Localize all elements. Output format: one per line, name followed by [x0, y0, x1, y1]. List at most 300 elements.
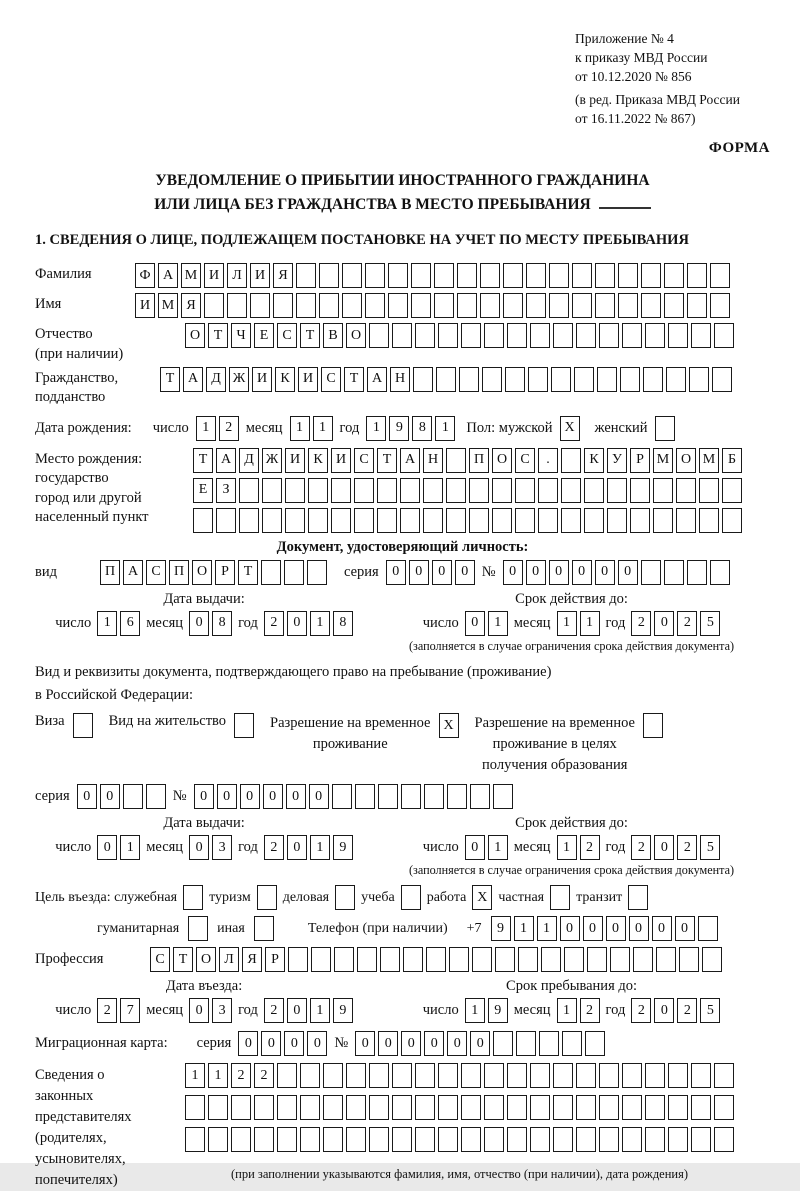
cell[interactable] [702, 947, 722, 972]
citizenship-cells[interactable] [160, 367, 732, 392]
cell[interactable] [641, 293, 661, 318]
cell[interactable] [698, 916, 718, 941]
cell[interactable] [331, 478, 351, 503]
cell[interactable] [411, 263, 431, 288]
cell[interactable] [668, 323, 688, 348]
cell[interactable] [641, 263, 661, 288]
cell[interactable]: 0 [465, 611, 485, 636]
cell[interactable] [687, 293, 707, 318]
cell[interactable]: Н [423, 448, 443, 473]
cell[interactable]: И [285, 448, 305, 473]
cell[interactable] [335, 885, 355, 910]
cell[interactable] [484, 323, 504, 348]
cell[interactable] [653, 478, 673, 503]
cell[interactable] [664, 263, 684, 288]
cell[interactable] [576, 1063, 596, 1088]
cell[interactable]: 1 [557, 611, 577, 636]
cell[interactable] [549, 293, 569, 318]
doc-number-cells[interactable] [503, 560, 730, 585]
cell[interactable]: С [146, 560, 166, 585]
cell[interactable] [403, 947, 423, 972]
stay-day-cells[interactable] [465, 998, 508, 1023]
cell[interactable] [461, 1095, 481, 1120]
cell[interactable]: 8 [212, 611, 232, 636]
purpose-work-checkbox[interactable] [472, 885, 492, 910]
cell[interactable] [576, 323, 596, 348]
cell[interactable]: 1 [185, 1063, 205, 1088]
cell[interactable] [599, 323, 619, 348]
cell[interactable] [401, 885, 421, 910]
cell[interactable]: П [169, 560, 189, 585]
cell[interactable] [530, 1095, 550, 1120]
cell[interactable] [257, 885, 277, 910]
cell[interactable] [561, 478, 581, 503]
cell[interactable] [722, 508, 742, 533]
cell[interactable]: Ч [231, 323, 251, 348]
cell[interactable] [231, 1127, 251, 1152]
cell[interactable]: 0 [465, 835, 485, 860]
cell[interactable] [622, 1063, 642, 1088]
cell[interactable] [641, 560, 661, 585]
cell[interactable]: 0 [286, 784, 306, 809]
cell[interactable]: З [216, 478, 236, 503]
cell[interactable] [595, 293, 615, 318]
cell[interactable] [507, 323, 527, 348]
cell[interactable]: 1 [488, 835, 508, 860]
cell[interactable] [262, 508, 282, 533]
cell[interactable] [346, 1095, 366, 1120]
cell[interactable] [599, 1127, 619, 1152]
cell[interactable] [461, 323, 481, 348]
cell[interactable]: А [400, 448, 420, 473]
cell[interactable]: 1 [488, 611, 508, 636]
cell[interactable] [250, 293, 270, 318]
cell[interactable]: 0 [240, 784, 260, 809]
mig-series-cells[interactable] [238, 1031, 327, 1056]
cell[interactable] [572, 263, 592, 288]
cell[interactable]: 0 [189, 998, 209, 1023]
temp-residence-checkbox[interactable] [439, 713, 459, 738]
cell[interactable] [653, 508, 673, 533]
cell[interactable]: 0 [217, 784, 237, 809]
doc-issue-year-cells[interactable] [264, 611, 353, 636]
cell[interactable] [123, 784, 143, 809]
cell[interactable] [438, 323, 458, 348]
entry-day-cells[interactable] [97, 998, 140, 1023]
cell[interactable]: 1 [208, 1063, 228, 1088]
cell[interactable] [146, 784, 166, 809]
cell[interactable] [261, 560, 281, 585]
cell[interactable] [691, 1063, 711, 1088]
cell[interactable]: 1 [310, 998, 330, 1023]
cell[interactable]: К [308, 448, 328, 473]
cell[interactable]: 1 [557, 835, 577, 860]
cell[interactable]: 2 [631, 998, 651, 1023]
cell[interactable] [482, 367, 502, 392]
cell[interactable] [73, 713, 93, 738]
cell[interactable]: М [181, 263, 201, 288]
cell[interactable] [710, 293, 730, 318]
cell[interactable]: 9 [333, 835, 353, 860]
cell[interactable]: А [216, 448, 236, 473]
cell[interactable] [469, 508, 489, 533]
cell[interactable] [561, 448, 581, 473]
cell[interactable] [699, 478, 719, 503]
cell[interactable] [664, 293, 684, 318]
cell[interactable] [234, 713, 254, 738]
cell[interactable]: 0 [583, 916, 603, 941]
cell[interactable]: 5 [700, 835, 720, 860]
cell[interactable] [300, 1127, 320, 1152]
cell[interactable] [426, 947, 446, 972]
cell[interactable] [354, 508, 374, 533]
cell[interactable]: Е [193, 478, 213, 503]
cell[interactable]: 9 [491, 916, 511, 941]
cell[interactable] [470, 784, 490, 809]
cell[interactable]: 2 [677, 835, 697, 860]
cell[interactable] [400, 508, 420, 533]
cell[interactable] [308, 508, 328, 533]
cell[interactable]: С [277, 323, 297, 348]
cell[interactable] [254, 916, 274, 941]
cell[interactable]: 3 [212, 835, 232, 860]
cell[interactable] [595, 263, 615, 288]
cell[interactable] [576, 1127, 596, 1152]
cell[interactable] [188, 916, 208, 941]
cell[interactable] [664, 560, 684, 585]
cell[interactable] [714, 1063, 734, 1088]
res-valid-day-cells[interactable] [465, 835, 508, 860]
cell[interactable]: 1 [310, 835, 330, 860]
cell[interactable] [204, 293, 224, 318]
cell[interactable] [424, 784, 444, 809]
cell[interactable] [492, 478, 512, 503]
cell[interactable] [584, 508, 604, 533]
cell[interactable]: Л [227, 263, 247, 288]
cell[interactable] [493, 784, 513, 809]
cell[interactable] [620, 367, 640, 392]
cell[interactable]: 0 [629, 916, 649, 941]
cell[interactable] [300, 1095, 320, 1120]
cell[interactable] [484, 1095, 504, 1120]
cell[interactable]: Т [377, 448, 397, 473]
cell[interactable] [296, 263, 316, 288]
cell[interactable] [277, 1127, 297, 1152]
cell[interactable] [564, 947, 584, 972]
cell[interactable]: 1 [557, 998, 577, 1023]
res-issue-month-cells[interactable] [189, 835, 232, 860]
residence-permit-checkbox[interactable] [234, 713, 254, 738]
cell[interactable] [369, 1063, 389, 1088]
cell[interactable] [346, 1063, 366, 1088]
cell[interactable]: 1 [97, 611, 117, 636]
cell[interactable] [714, 1127, 734, 1152]
cell[interactable]: 0 [424, 1031, 444, 1056]
cell[interactable] [449, 947, 469, 972]
cell[interactable] [392, 1095, 412, 1120]
birth-place-cells-1[interactable] [193, 448, 742, 473]
cell[interactable]: 2 [254, 1063, 274, 1088]
cell[interactable]: А [123, 560, 143, 585]
cell[interactable] [185, 1095, 205, 1120]
cell[interactable] [369, 323, 389, 348]
cell[interactable]: Р [215, 560, 235, 585]
cell[interactable] [480, 263, 500, 288]
cell[interactable]: 0 [654, 611, 674, 636]
cell[interactable]: 7 [120, 998, 140, 1023]
cell[interactable]: 2 [264, 998, 284, 1023]
cell[interactable] [296, 293, 316, 318]
cell[interactable] [722, 478, 742, 503]
cell[interactable] [622, 323, 642, 348]
cell[interactable]: 5 [700, 998, 720, 1023]
cell[interactable]: М [699, 448, 719, 473]
cell[interactable]: 0 [652, 916, 672, 941]
cell[interactable] [643, 367, 663, 392]
cell[interactable]: П [100, 560, 120, 585]
stay-year-cells[interactable] [631, 998, 720, 1023]
cell[interactable] [461, 1127, 481, 1152]
cell[interactable] [254, 1127, 274, 1152]
cell[interactable] [472, 947, 492, 972]
cell[interactable]: Р [265, 947, 285, 972]
cell[interactable] [538, 508, 558, 533]
res-series-cells[interactable] [77, 784, 166, 809]
cell[interactable] [630, 508, 650, 533]
doc-valid-year-cells[interactable] [631, 611, 720, 636]
cell[interactable] [480, 293, 500, 318]
cell[interactable] [369, 1127, 389, 1152]
cell[interactable] [714, 1095, 734, 1120]
res-issue-year-cells[interactable] [264, 835, 353, 860]
cell[interactable]: А [367, 367, 387, 392]
cell[interactable] [332, 784, 352, 809]
cell[interactable] [380, 947, 400, 972]
cell[interactable]: X [472, 885, 492, 910]
cell[interactable] [699, 508, 719, 533]
cell[interactable] [679, 947, 699, 972]
cell[interactable] [334, 947, 354, 972]
cell[interactable] [553, 1095, 573, 1120]
cell[interactable]: Т [344, 367, 364, 392]
cell[interactable] [645, 1063, 665, 1088]
cell[interactable] [714, 323, 734, 348]
cell[interactable] [392, 1127, 412, 1152]
cell[interactable]: С [321, 367, 341, 392]
cell[interactable]: О [492, 448, 512, 473]
cell[interactable] [528, 367, 548, 392]
cell[interactable] [505, 367, 525, 392]
purpose-humanitarian-checkbox[interactable] [188, 916, 208, 941]
cell[interactable]: Т [160, 367, 180, 392]
cell[interactable] [484, 1127, 504, 1152]
cell[interactable] [369, 1095, 389, 1120]
cell[interactable] [507, 1127, 527, 1152]
cell[interactable] [492, 508, 512, 533]
doc-valid-month-cells[interactable] [557, 611, 600, 636]
purpose-tourism-checkbox[interactable] [257, 885, 277, 910]
cell[interactable]: 2 [264, 835, 284, 860]
cell[interactable] [515, 478, 535, 503]
cell[interactable]: 0 [386, 560, 406, 585]
cell[interactable]: Л [219, 947, 239, 972]
cell[interactable]: М [653, 448, 673, 473]
cell[interactable] [503, 263, 523, 288]
birth-place-cells-2[interactable] [193, 478, 742, 503]
cell[interactable] [469, 478, 489, 503]
cell[interactable]: 2 [677, 998, 697, 1023]
cell[interactable] [392, 323, 412, 348]
cell[interactable]: 0 [675, 916, 695, 941]
cell[interactable]: И [135, 293, 155, 318]
cell[interactable] [434, 293, 454, 318]
cell[interactable]: Т [300, 323, 320, 348]
cell[interactable]: 0 [263, 784, 283, 809]
cell[interactable] [550, 885, 570, 910]
cell[interactable]: 0 [355, 1031, 375, 1056]
cell[interactable]: 0 [77, 784, 97, 809]
name-cells[interactable] [135, 293, 730, 318]
res-number-cells[interactable] [194, 784, 513, 809]
cell[interactable] [277, 1095, 297, 1120]
cell[interactable] [622, 1095, 642, 1120]
cell[interactable]: 0 [595, 560, 615, 585]
cell[interactable]: 0 [654, 835, 674, 860]
cell[interactable] [365, 263, 385, 288]
cell[interactable] [342, 263, 362, 288]
cell[interactable]: 1 [196, 416, 216, 441]
cell[interactable] [572, 293, 592, 318]
phone-cells[interactable] [491, 916, 718, 941]
cell[interactable]: 6 [120, 611, 140, 636]
cell[interactable] [388, 263, 408, 288]
cell[interactable] [539, 1031, 559, 1056]
cell[interactable]: 8 [412, 416, 432, 441]
cell[interactable] [495, 947, 515, 972]
cell[interactable] [262, 478, 282, 503]
cell[interactable] [319, 263, 339, 288]
cell[interactable]: 0 [432, 560, 452, 585]
cell[interactable] [628, 885, 648, 910]
cell[interactable]: 2 [677, 611, 697, 636]
doc-valid-day-cells[interactable] [465, 611, 508, 636]
cell[interactable] [227, 293, 247, 318]
cell[interactable] [216, 508, 236, 533]
cell[interactable]: П [469, 448, 489, 473]
purpose-other-checkbox[interactable] [254, 916, 274, 941]
cell[interactable]: Д [206, 367, 226, 392]
cell[interactable] [434, 263, 454, 288]
cell[interactable]: 0 [238, 1031, 258, 1056]
doc-series-cells[interactable] [386, 560, 475, 585]
cell[interactable] [311, 947, 331, 972]
cell[interactable] [436, 367, 456, 392]
cell[interactable]: 9 [333, 998, 353, 1023]
cell[interactable] [538, 478, 558, 503]
cell[interactable]: 0 [455, 560, 475, 585]
birth-month-cells[interactable] [290, 416, 333, 441]
cell[interactable]: 0 [100, 784, 120, 809]
cell[interactable]: 1 [580, 611, 600, 636]
cell[interactable]: 1 [465, 998, 485, 1023]
cell[interactable]: Ж [262, 448, 282, 473]
cell[interactable]: 1 [290, 416, 310, 441]
cell[interactable]: 1 [310, 611, 330, 636]
cell[interactable]: 1 [120, 835, 140, 860]
cell[interactable]: 0 [526, 560, 546, 585]
cell[interactable]: С [150, 947, 170, 972]
cell[interactable] [507, 1063, 527, 1088]
cell[interactable]: . [538, 448, 558, 473]
cell[interactable] [630, 478, 650, 503]
cell[interactable]: 0 [447, 1031, 467, 1056]
cell[interactable] [541, 947, 561, 972]
cell[interactable]: Т [238, 560, 258, 585]
cell[interactable] [584, 478, 604, 503]
cell[interactable]: Я [181, 293, 201, 318]
cell[interactable]: 0 [261, 1031, 281, 1056]
sex-female-checkbox[interactable] [655, 416, 675, 441]
cell[interactable]: 0 [560, 916, 580, 941]
cell[interactable]: 0 [287, 611, 307, 636]
cell[interactable] [553, 1127, 573, 1152]
cell[interactable]: 1 [313, 416, 333, 441]
cell[interactable]: 1 [435, 416, 455, 441]
temp-edu-checkbox[interactable] [643, 713, 663, 738]
cell[interactable]: 2 [631, 611, 651, 636]
cell[interactable] [710, 263, 730, 288]
cell[interactable] [526, 293, 546, 318]
cell[interactable] [676, 508, 696, 533]
cell[interactable] [503, 293, 523, 318]
cell[interactable]: 0 [97, 835, 117, 860]
cell[interactable]: 1 [366, 416, 386, 441]
cell[interactable] [438, 1063, 458, 1088]
cell[interactable] [307, 560, 327, 585]
profession-cells[interactable] [150, 947, 722, 972]
cell[interactable] [645, 323, 665, 348]
cell[interactable]: 2 [264, 611, 284, 636]
cell[interactable]: 9 [389, 416, 409, 441]
cell[interactable] [401, 784, 421, 809]
birth-place-cells-3[interactable] [193, 508, 742, 533]
cell[interactable]: О [196, 947, 216, 972]
cell[interactable]: 0 [287, 835, 307, 860]
cell[interactable] [691, 1127, 711, 1152]
cell[interactable]: И [331, 448, 351, 473]
cell[interactable] [342, 293, 362, 318]
cell[interactable]: С [515, 448, 535, 473]
cell[interactable]: 0 [654, 998, 674, 1023]
cell[interactable] [459, 367, 479, 392]
cell[interactable] [446, 478, 466, 503]
cell[interactable]: И [298, 367, 318, 392]
cell[interactable] [193, 508, 213, 533]
cell[interactable] [712, 367, 732, 392]
cell[interactable] [607, 508, 627, 533]
stay-month-cells[interactable] [557, 998, 600, 1023]
cell[interactable]: 2 [631, 835, 651, 860]
cell[interactable] [392, 1063, 412, 1088]
cell[interactable]: 5 [700, 611, 720, 636]
res-issue-day-cells[interactable] [97, 835, 140, 860]
cell[interactable]: Р [630, 448, 650, 473]
cell[interactable] [574, 367, 594, 392]
cell[interactable] [610, 947, 630, 972]
guardians-cells-2[interactable] [185, 1095, 734, 1120]
cell[interactable] [284, 560, 304, 585]
cell[interactable]: Я [242, 947, 262, 972]
